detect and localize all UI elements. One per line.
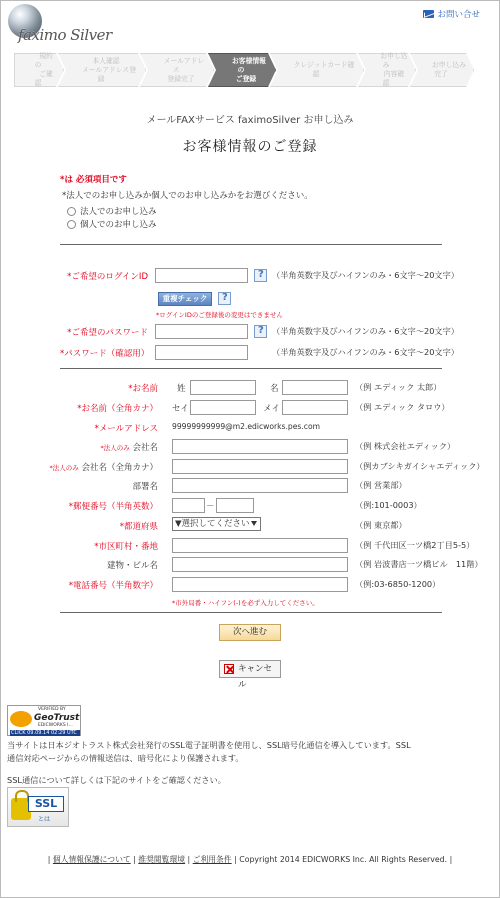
help-icon[interactable] (218, 292, 231, 305)
contact-label: お問い合せ (437, 10, 480, 20)
prefecture-hint: （例 東京都） (355, 520, 407, 530)
divider (60, 244, 442, 245)
step-complete: お申し込み完了 (410, 53, 474, 87)
ssl-badge[interactable] (7, 787, 69, 827)
city-label: *市区町村・番地 (94, 542, 158, 552)
postal-code-second-input[interactable] (216, 498, 254, 513)
building-label: 建物・ビル名 (106, 561, 158, 571)
help-icon[interactable] (254, 269, 267, 282)
mail-icon (423, 10, 434, 18)
logo-text: faximo Silver (18, 26, 112, 44)
geotrust-company: EDICWORKS I... (38, 723, 73, 728)
chevron-down-icon (251, 521, 257, 526)
ssl-text-line3: SSL通信について詳しくは下記のサイトをご確認ください。 (7, 775, 226, 785)
phone-label: *電話番号（半角数字） (68, 581, 158, 591)
phone-note: *市外局番・ハイフン(-)を必ず入力してください。 (172, 599, 319, 607)
first-name-input[interactable] (282, 380, 348, 395)
email-label: *メールアドレス (94, 424, 158, 434)
kana-hint: （例 エディック タロウ） (355, 402, 450, 412)
login-id-hint: （半角英数字及びハイフンのみ・6文字〜20文字） (272, 270, 459, 280)
radio-button[interactable] (67, 207, 76, 216)
geotrust-name: GeoTrust (34, 713, 80, 723)
radio-corporate-label: 法人でのお申し込み (80, 207, 157, 217)
last-name-input[interactable] (190, 380, 256, 395)
step-confirm: お申し込み 内容確認 (358, 53, 416, 87)
password-confirm-label: *パスワード（確認用） (60, 349, 150, 359)
email-value: 99999999999@m2.edicworks.pes.com (172, 422, 320, 431)
page-title: お客様情報のご登録 (182, 139, 318, 155)
service-title: メールFAXサービス faximoSilver お申し込み (146, 115, 354, 126)
kana-label: *お名前（全角カナ） (77, 404, 158, 414)
step-terms: 規約の ご確認 (14, 53, 64, 87)
divider (60, 368, 442, 369)
copyright: Copyright 2014 EDICWORKS Inc. All Rights Reserved. (239, 855, 448, 864)
geotrust-seal[interactable] (7, 705, 81, 736)
postal-dash: － (206, 502, 215, 512)
step-identity: 本人確認 メールアドレス登録 (58, 53, 146, 87)
kana-mei-label: メイ (263, 404, 280, 414)
department-hint: （例 営業部） (355, 480, 407, 490)
footer: | 個人情報保護について | 推奨閲覧環境 | ご利用条件 | Copyright 2014 EDICWORKS Inc. All Rights Reserved. | (47, 855, 453, 864)
password-confirm-input[interactable] (155, 345, 248, 360)
divider (60, 612, 442, 613)
applicant-question: *法人でのお申し込みか個人でのお申し込みかをお選びください。 (62, 191, 313, 201)
password-confirm-hint: （半角英数字及びハイフンのみ・6文字〜20文字） (272, 347, 459, 357)
company-input[interactable] (172, 439, 348, 454)
faximo-logo[interactable] (4, 2, 114, 48)
step-credit-card: クレジットカード確認 (270, 53, 364, 87)
contact-link[interactable] (423, 8, 480, 20)
last-name-kana-input[interactable] (190, 400, 256, 415)
building-input[interactable] (172, 557, 348, 572)
cancel-label: キャンセル (238, 664, 273, 690)
login-id-label: *ご希望のログインID (67, 272, 148, 282)
department-input[interactable] (172, 478, 348, 493)
login-id-note: *ログインIDのご登録後の変更はできません (156, 311, 283, 319)
name-hint: （例 エディック 太郎） (355, 382, 442, 392)
next-button[interactable]: 次へ進む (219, 624, 281, 641)
close-icon (224, 664, 234, 674)
phone-input[interactable] (172, 577, 348, 592)
help-icon[interactable] (254, 325, 267, 338)
postal-hint: （例:101-0003） (355, 500, 422, 510)
radio-individual-label: 個人でのお申し込み (80, 220, 157, 230)
city-input[interactable] (172, 538, 348, 553)
radio-corporate[interactable] (67, 205, 157, 217)
duplicate-check-button[interactable]: 重複チェック (158, 292, 212, 306)
company-kana-input[interactable] (172, 459, 348, 474)
prefecture-select[interactable]: ▼選択してください (172, 517, 261, 531)
building-hint: （例 岩波書店一ツ橋ビル 11階） (355, 559, 483, 569)
company-label: *法人のみ 会社名 (100, 443, 158, 453)
ssl-badge-sub: とは (38, 816, 51, 823)
name-label: *お名前 (128, 384, 158, 394)
progress-steps (14, 53, 492, 87)
sei-label: 姓 (177, 384, 186, 394)
ssl-text-line2: 通信対応ページからの情報送信は、暗号化により保護されます。 (7, 753, 244, 763)
department-label: 部署名 (132, 482, 158, 492)
kana-sei-label: セイ (172, 404, 189, 414)
phone-hint: （例:03-6850-1200） (355, 579, 441, 589)
required-note: *は 必須項目です (60, 175, 127, 185)
step-customer-info: お客様情報の ご登録 (208, 53, 276, 87)
terms-link[interactable]: ご利用条件 (192, 855, 232, 864)
prefecture-label: *都道府県 (119, 522, 158, 532)
ssl-badge-word: SSL (28, 796, 64, 812)
login-id-input[interactable] (155, 268, 248, 283)
company-hint: （例 株式会社エディック） (355, 441, 456, 451)
privacy-link[interactable]: 個人情報保護について (52, 855, 131, 864)
ssl-text-line1: 当サイトは日本ジオトラスト株式会社発行のSSL電子証明書を使用し、SSL暗号化通信を導入しています。SSL (7, 740, 411, 750)
postal-label: *郵便番号（半角英数） (68, 502, 158, 512)
radio-individual[interactable] (67, 218, 157, 230)
password-label: *ご希望のパスワード (67, 328, 148, 338)
company-kana-hint: （例カブシキガイシャエディック） (355, 461, 485, 471)
password-input[interactable] (155, 324, 248, 339)
cancel-button[interactable] (219, 660, 281, 690)
step-email-done: メールアドレス 登録完了 (140, 53, 214, 87)
company-kana-label: *法人のみ 会社名（全角カナ） (49, 463, 158, 473)
geotrust-verified: VERIFIED BY (38, 707, 66, 712)
city-hint: （例 千代田区一ツ橋2丁目5-5） (355, 540, 475, 550)
geotrust-logo-icon (10, 711, 32, 727)
environment-link[interactable]: 推奨閲覧環境 (138, 855, 186, 864)
mei-label: 名 (270, 384, 279, 394)
radio-button[interactable] (67, 220, 76, 229)
geotrust-date: CLICK 09.09.14 02:29 UTC (10, 730, 80, 736)
password-hint: （半角英数字及びハイフンのみ・6文字〜20文字） (272, 326, 459, 336)
postal-code-first-input[interactable] (172, 498, 205, 513)
first-name-kana-input[interactable] (282, 400, 348, 415)
